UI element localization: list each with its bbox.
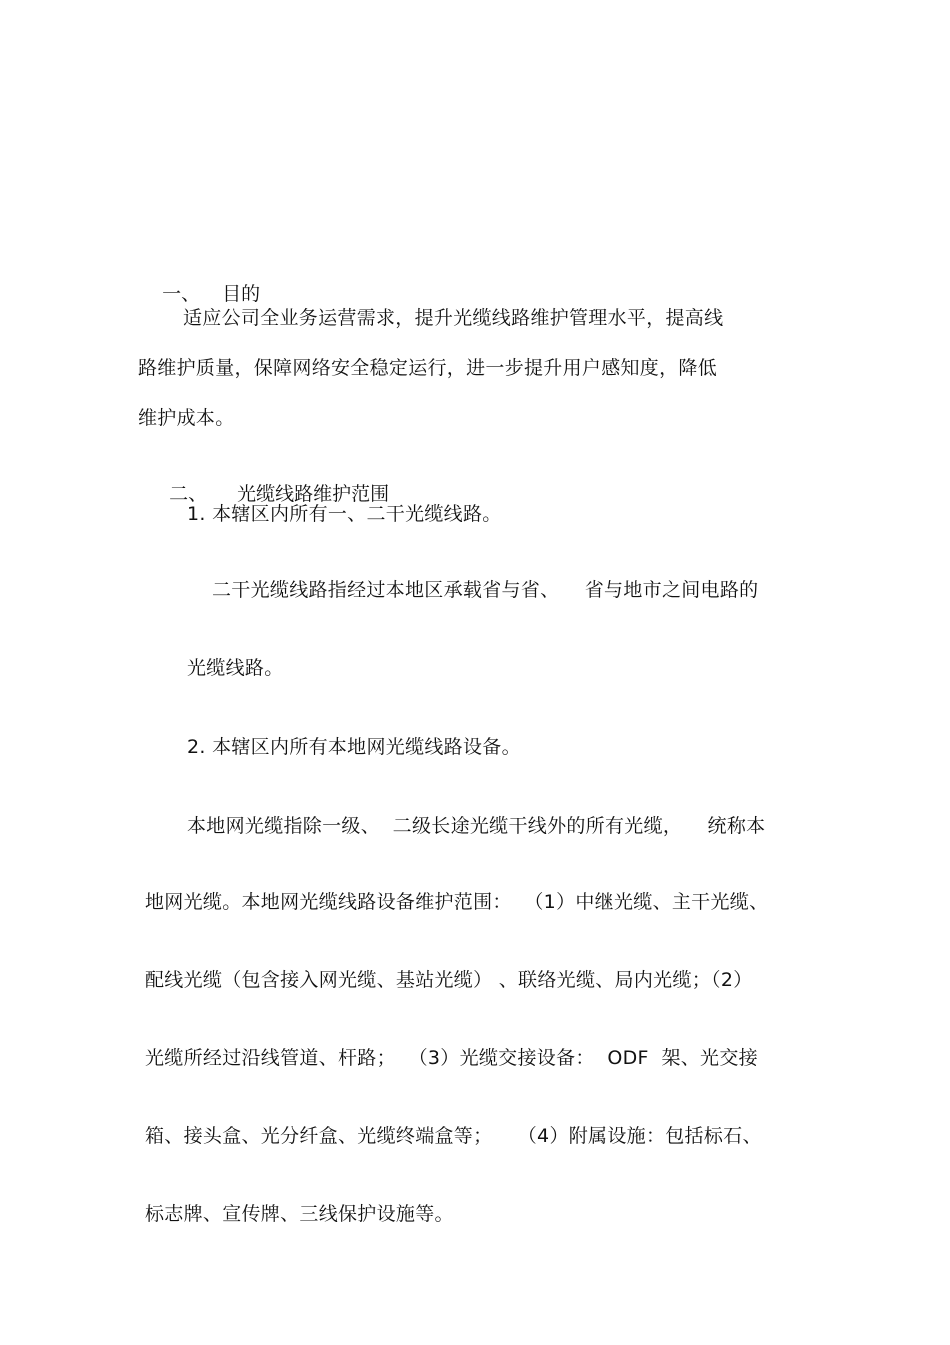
item-2-paragraph-line: 光缆所经过沿线管道、杆路； （3）光缆交接设备： ODF 架、光交接 [145, 1047, 758, 1069]
section-2-title: 光缆线路维护范围 [237, 483, 390, 505]
item-1-paragraph-line: 二干光缆线路指经过本地区承载省与省、 省与地市之间电路的 [212, 579, 759, 601]
section-1-title: 目的 [222, 283, 261, 305]
item-2-paragraph-line: 标志牌、宣传牌、三线保护设施等。 [145, 1203, 454, 1225]
item-2-heading: 2. 本辖区内所有本地网光缆线路设备。 [187, 736, 521, 758]
section-1-paragraph-line: 路维护质量，保障网络安全稳定运行，进一步提升用户感知度，降低 [138, 357, 718, 379]
section-1-paragraph-line: 适应公司全业务运营需求，提升光缆线路维护管理水平，提高线 [183, 307, 724, 329]
item-2-paragraph-line: 本地网光缆指除一级、 二级长途光缆干线外的所有光缆， 统称本 [187, 815, 766, 837]
item-2-paragraph-line: 地网光缆。本地网光缆线路设备维护范围： （1）中继光缆、主干光缆、 [145, 891, 769, 913]
item-1-heading: 1. 本辖区内所有一、二干光缆线路。 [187, 503, 502, 525]
section-1-paragraph-line: 维护成本。 [138, 407, 235, 429]
section-1-number: 一、 [162, 283, 201, 305]
item-2-paragraph-line: 箱、接头盒、光分纤盒、光缆终端盒等； （4）附属设施：包括标石、 [145, 1125, 762, 1147]
item-1-paragraph-line: 光缆线路。 [187, 657, 284, 679]
item-2-paragraph-line: 配线光缆（包含接入网光缆、基站光缆） 、联络光缆、局内光缆；（2） [145, 969, 753, 991]
section-2-number: 二、 [169, 483, 208, 505]
